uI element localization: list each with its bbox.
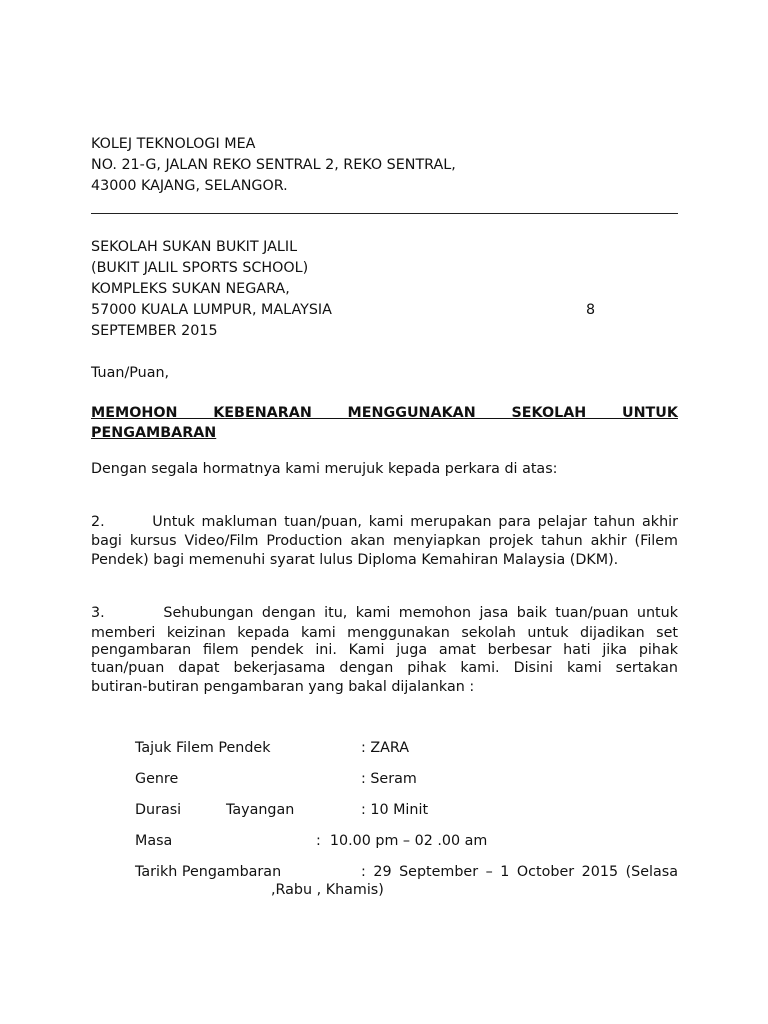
paragraph-3-line: tuan/puan dapat bekerjasama dengan pihak kami. Disini kami sertakan: [91, 660, 678, 676]
recipient-name: SEKOLAH SUKAN BUKIT JALIL: [91, 239, 298, 255]
detail-label-duration: Tayangan: [226, 802, 295, 818]
detail-value-genre: : Seram: [361, 771, 417, 787]
intro-paragraph: Dengan segala hormatnya kami merujuk kepada perkara di atas:: [91, 461, 558, 477]
subject-line: MEMOHON KEBENARAN MENGGUNAKAN SEKOLAH UNTUK: [91, 405, 678, 421]
detail-value-shoot-date: : 29 September – 1 October 2015 (Selasa: [361, 864, 678, 880]
paragraph-3-line: pengambaran filem pendek ini. Kami juga amat berbesar hati jika pihak: [91, 642, 678, 658]
paragraph-2-line: Pendek) bagi memenuhi syarat lulus Diploma Kemahiran Malaysia (DKM).: [91, 552, 619, 568]
paragraph-2-line: bagi kursus Video/Film Production akan menyiapkan projek tahun akhir (Filem: [91, 533, 678, 549]
paragraph-3-line: butiran-butiran pengambaran yang bakal dijalankan :: [91, 679, 475, 695]
detail-value-shoot-date: ,Rabu , Khamis): [271, 882, 384, 898]
sender-address-line: NO. 21-G, JALAN REKO SENTRAL 2, REKO SENTRAL,: [91, 157, 456, 173]
paragraph-3-line: memberi keizinan kepada kami menggunakan sekolah untuk dijadikan set: [91, 625, 678, 641]
recipient-address-line: 57000 KUALA LUMPUR, MALAYSIA: [91, 302, 332, 318]
recipient-address-line: KOMPLEKS SUKAN NEGARA,: [91, 281, 290, 297]
detail-label-shoot-date: Tarikh Pengambaran: [135, 864, 282, 880]
sender-address-line: 43000 KAJANG, SELANGOR.: [91, 178, 288, 194]
detail-label-title: Tajuk Filem Pendek: [135, 740, 271, 756]
detail-label-time: Masa: [135, 833, 173, 849]
salutation: Tuan/Puan,: [91, 365, 170, 381]
letter-date-day: 8: [586, 302, 596, 318]
recipient-address-line: (BUKIT JALIL SPORTS SCHOOL): [91, 260, 309, 276]
detail-value-title: : ZARA: [361, 740, 410, 756]
letter-date-month-year: SEPTEMBER 2015: [91, 323, 218, 339]
letterhead-divider: [91, 213, 678, 214]
sender-name: KOLEJ TEKNOLOGI MEA: [91, 136, 256, 152]
paragraph-3-line: 3. Sehubungan dengan itu, kami memohon jasa baik tuan/puan untuk: [91, 605, 678, 621]
subject-line: PENGAMBARAN: [91, 425, 217, 441]
detail-label-genre: Genre: [135, 771, 179, 787]
paragraph-2-line: 2. Untuk makluman tuan/puan, kami merupakan para pelajar tahun akhir: [91, 514, 678, 530]
detail-value-time: : 10.00 pm – 02 .00 am: [316, 833, 488, 849]
detail-label-duration: Durasi: [135, 802, 182, 818]
detail-value-duration: : 10 Minit: [361, 802, 429, 818]
